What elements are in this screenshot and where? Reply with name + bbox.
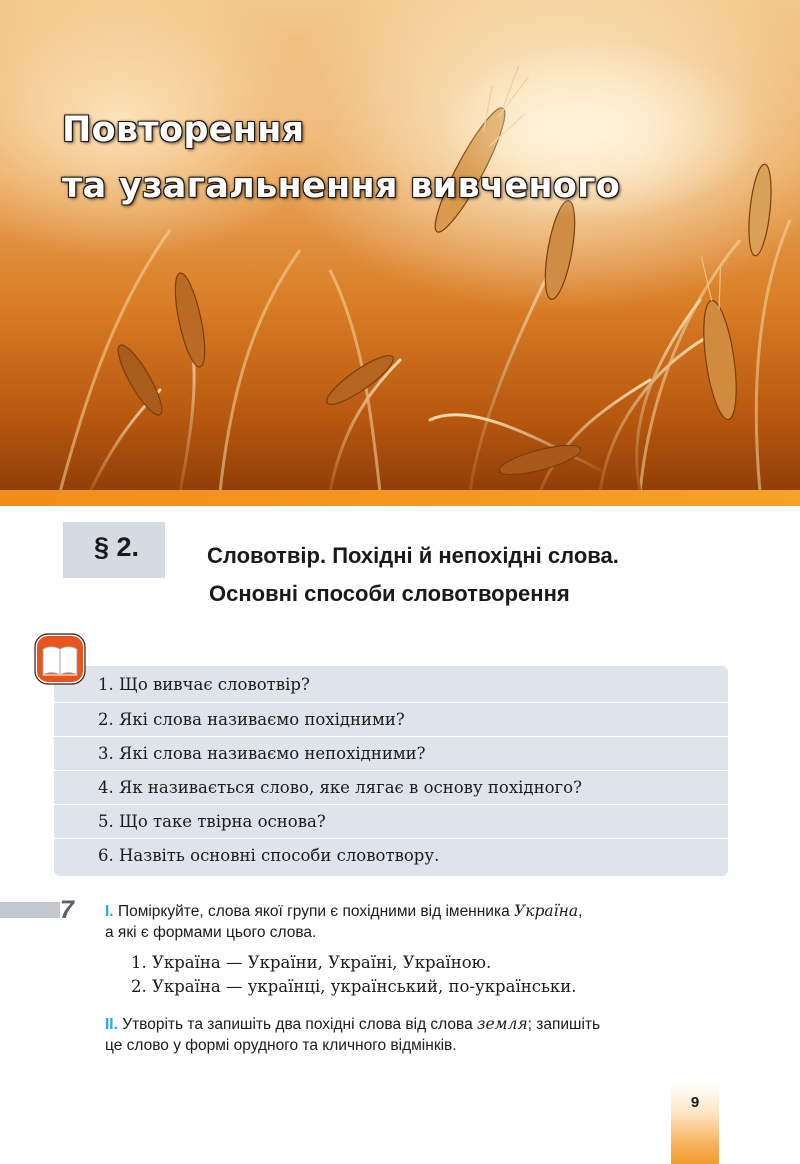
exercise-part2-text-a: Утворіть та запишіть два похідні слова від слова bbox=[122, 1016, 473, 1033]
section-number: § 2. bbox=[94, 532, 140, 562]
exercise-number: 7 bbox=[60, 896, 74, 924]
question-item: 5. Що таке твірна основа? bbox=[54, 804, 728, 838]
exercise-marker-bar bbox=[0, 902, 60, 918]
question-item: 1. Що вивчає словотвір? bbox=[98, 675, 310, 694]
exercise-list-item: 1. Україна — України, Україні, Україною. bbox=[131, 953, 492, 972]
question-item: 6. Назвіть основні способи словотвору. bbox=[54, 838, 728, 872]
exercise-list-item: 2. Україна — українці, український, по-українськи. bbox=[131, 977, 577, 996]
exercise-part1-roman: I. bbox=[105, 903, 114, 920]
exercise-part1-text-line2: а які є формами цього слова. bbox=[105, 924, 317, 941]
chapter-title-line2: та узагальнення вивченого bbox=[62, 166, 621, 206]
exercise-part2-text bbox=[105, 1013, 725, 1036]
page-number: 9 bbox=[690, 1094, 700, 1111]
exercise-part2-text-line2: це слово у формі орудного та кличного відмінків. bbox=[105, 1037, 457, 1054]
chapter-title bbox=[62, 102, 620, 214]
wheat-field-image bbox=[0, 0, 800, 492]
exercise-part1-emphasis: Україна bbox=[514, 902, 579, 920]
exercise-part2-text-b: ; запишіть bbox=[527, 1016, 601, 1033]
chapter-banner bbox=[0, 0, 800, 492]
review-questions-panel bbox=[54, 666, 728, 876]
open-book-icon bbox=[34, 633, 86, 685]
section-title bbox=[207, 537, 767, 613]
section-title-line2: Основні способи словотворення bbox=[209, 581, 570, 606]
question-item: 2. Які слова називаємо похідними? bbox=[54, 702, 728, 736]
question-item: 3. Які слова називаємо непохідними? bbox=[54, 736, 728, 770]
banner-stripe bbox=[0, 490, 800, 506]
exercise-part1-text-b: , bbox=[578, 903, 583, 920]
chapter-title-line1: Повторення bbox=[62, 110, 305, 150]
exercise-part1-text-a: Поміркуйте, слова якої групи є похідними від іменника bbox=[117, 903, 510, 920]
exercise-part2-roman: II. bbox=[105, 1016, 118, 1033]
question-item: 4. Як називається слово, яке лягає в основу похідного? bbox=[54, 770, 728, 804]
exercise-part2-emphasis: земля bbox=[477, 1015, 528, 1033]
section-title-line1: Словотвір. Похідні й непохідні слова. bbox=[207, 543, 619, 568]
exercise-part1-text bbox=[105, 900, 725, 923]
